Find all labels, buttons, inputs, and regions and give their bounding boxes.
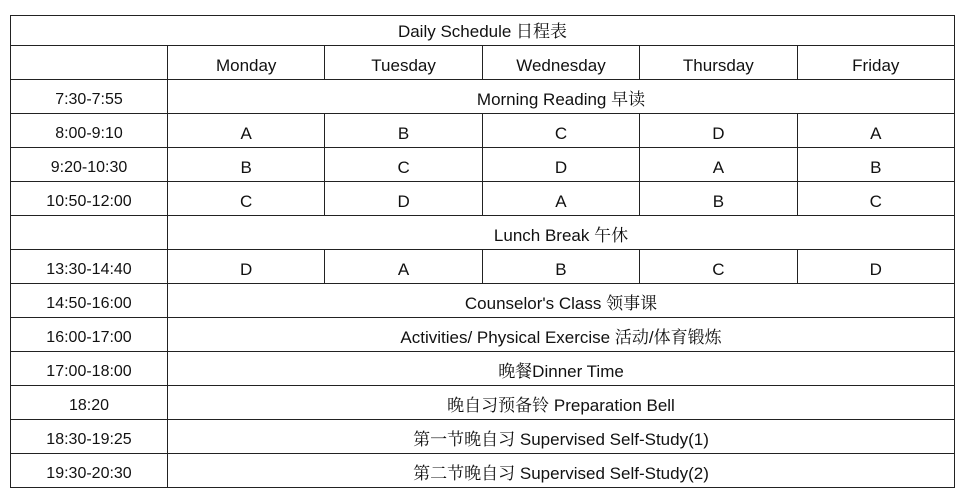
daily-schedule-table — [10, 15, 955, 488]
schedule-row — [11, 114, 955, 148]
time-slot-cell: 14:50-16:00 — [11, 284, 168, 318]
time-slot-cell: 7:30-7:55 — [11, 80, 168, 114]
schedule-row — [11, 318, 955, 352]
day-header-wednesday: Wednesday — [482, 46, 639, 80]
time-slot-cell: 17:00-18:00 — [11, 352, 168, 386]
class-cell: B — [640, 182, 797, 216]
time-slot-cell: 18:30-19:25 — [11, 420, 168, 454]
schedule-row — [11, 352, 955, 386]
time-slot-cell — [11, 216, 168, 250]
time-slot-cell: 13:30-14:40 — [11, 250, 168, 284]
class-cell: B — [325, 114, 482, 148]
class-cell: C — [482, 114, 639, 148]
class-cell: B — [168, 148, 325, 182]
activity-span-cell: 晚餐Dinner Time — [168, 352, 955, 386]
class-cell: A — [168, 114, 325, 148]
schedule-row — [11, 148, 955, 182]
time-slot-cell: 16:00-17:00 — [11, 318, 168, 352]
time-slot-cell: 10:50-12:00 — [11, 182, 168, 216]
title-row — [11, 16, 955, 46]
time-slot-cell: 8:00-9:10 — [11, 114, 168, 148]
class-cell: C — [640, 250, 797, 284]
schedule-row — [11, 284, 955, 318]
schedule-row — [11, 420, 955, 454]
schedule-row — [11, 386, 955, 420]
class-cell: B — [482, 250, 639, 284]
class-cell: C — [325, 148, 482, 182]
day-header-thursday: Thursday — [640, 46, 797, 80]
schedule-row — [11, 80, 955, 114]
day-header-monday: Monday — [168, 46, 325, 80]
activity-span-cell: Activities/ Physical Exercise 活动/体育锻炼 — [168, 318, 955, 352]
class-cell: D — [168, 250, 325, 284]
schedule-row — [11, 454, 955, 488]
class-cell: C — [797, 182, 954, 216]
activity-span-cell: 第二节晚自习 Supervised Self-Study(2) — [168, 454, 955, 488]
schedule-row — [11, 250, 955, 284]
activity-span-cell: 晚自习预备铃 Preparation Bell — [168, 386, 955, 420]
schedule-title: Daily Schedule 日程表 — [11, 16, 955, 46]
day-header-tuesday: Tuesday — [325, 46, 482, 80]
time-slot-cell: 9:20-10:30 — [11, 148, 168, 182]
schedule-row — [11, 216, 955, 250]
class-cell: A — [482, 182, 639, 216]
class-cell: B — [797, 148, 954, 182]
class-cell: D — [640, 114, 797, 148]
class-cell: A — [325, 250, 482, 284]
time-slot-cell: 19:30-20:30 — [11, 454, 168, 488]
day-header-row — [11, 46, 955, 80]
class-cell: D — [325, 182, 482, 216]
class-cell: A — [797, 114, 954, 148]
class-cell: C — [168, 182, 325, 216]
activity-span-cell: 第一节晚自习 Supervised Self-Study(1) — [168, 420, 955, 454]
time-slot-cell: 18:20 — [11, 386, 168, 420]
class-cell: A — [640, 148, 797, 182]
activity-span-cell: Morning Reading 早读 — [168, 80, 955, 114]
schedule-row — [11, 182, 955, 216]
activity-span-cell: Counselor's Class 领事课 — [168, 284, 955, 318]
activity-span-cell: Lunch Break 午休 — [168, 216, 955, 250]
class-cell: D — [482, 148, 639, 182]
day-header-friday: Friday — [797, 46, 954, 80]
class-cell: D — [797, 250, 954, 284]
time-header-cell — [11, 46, 168, 80]
